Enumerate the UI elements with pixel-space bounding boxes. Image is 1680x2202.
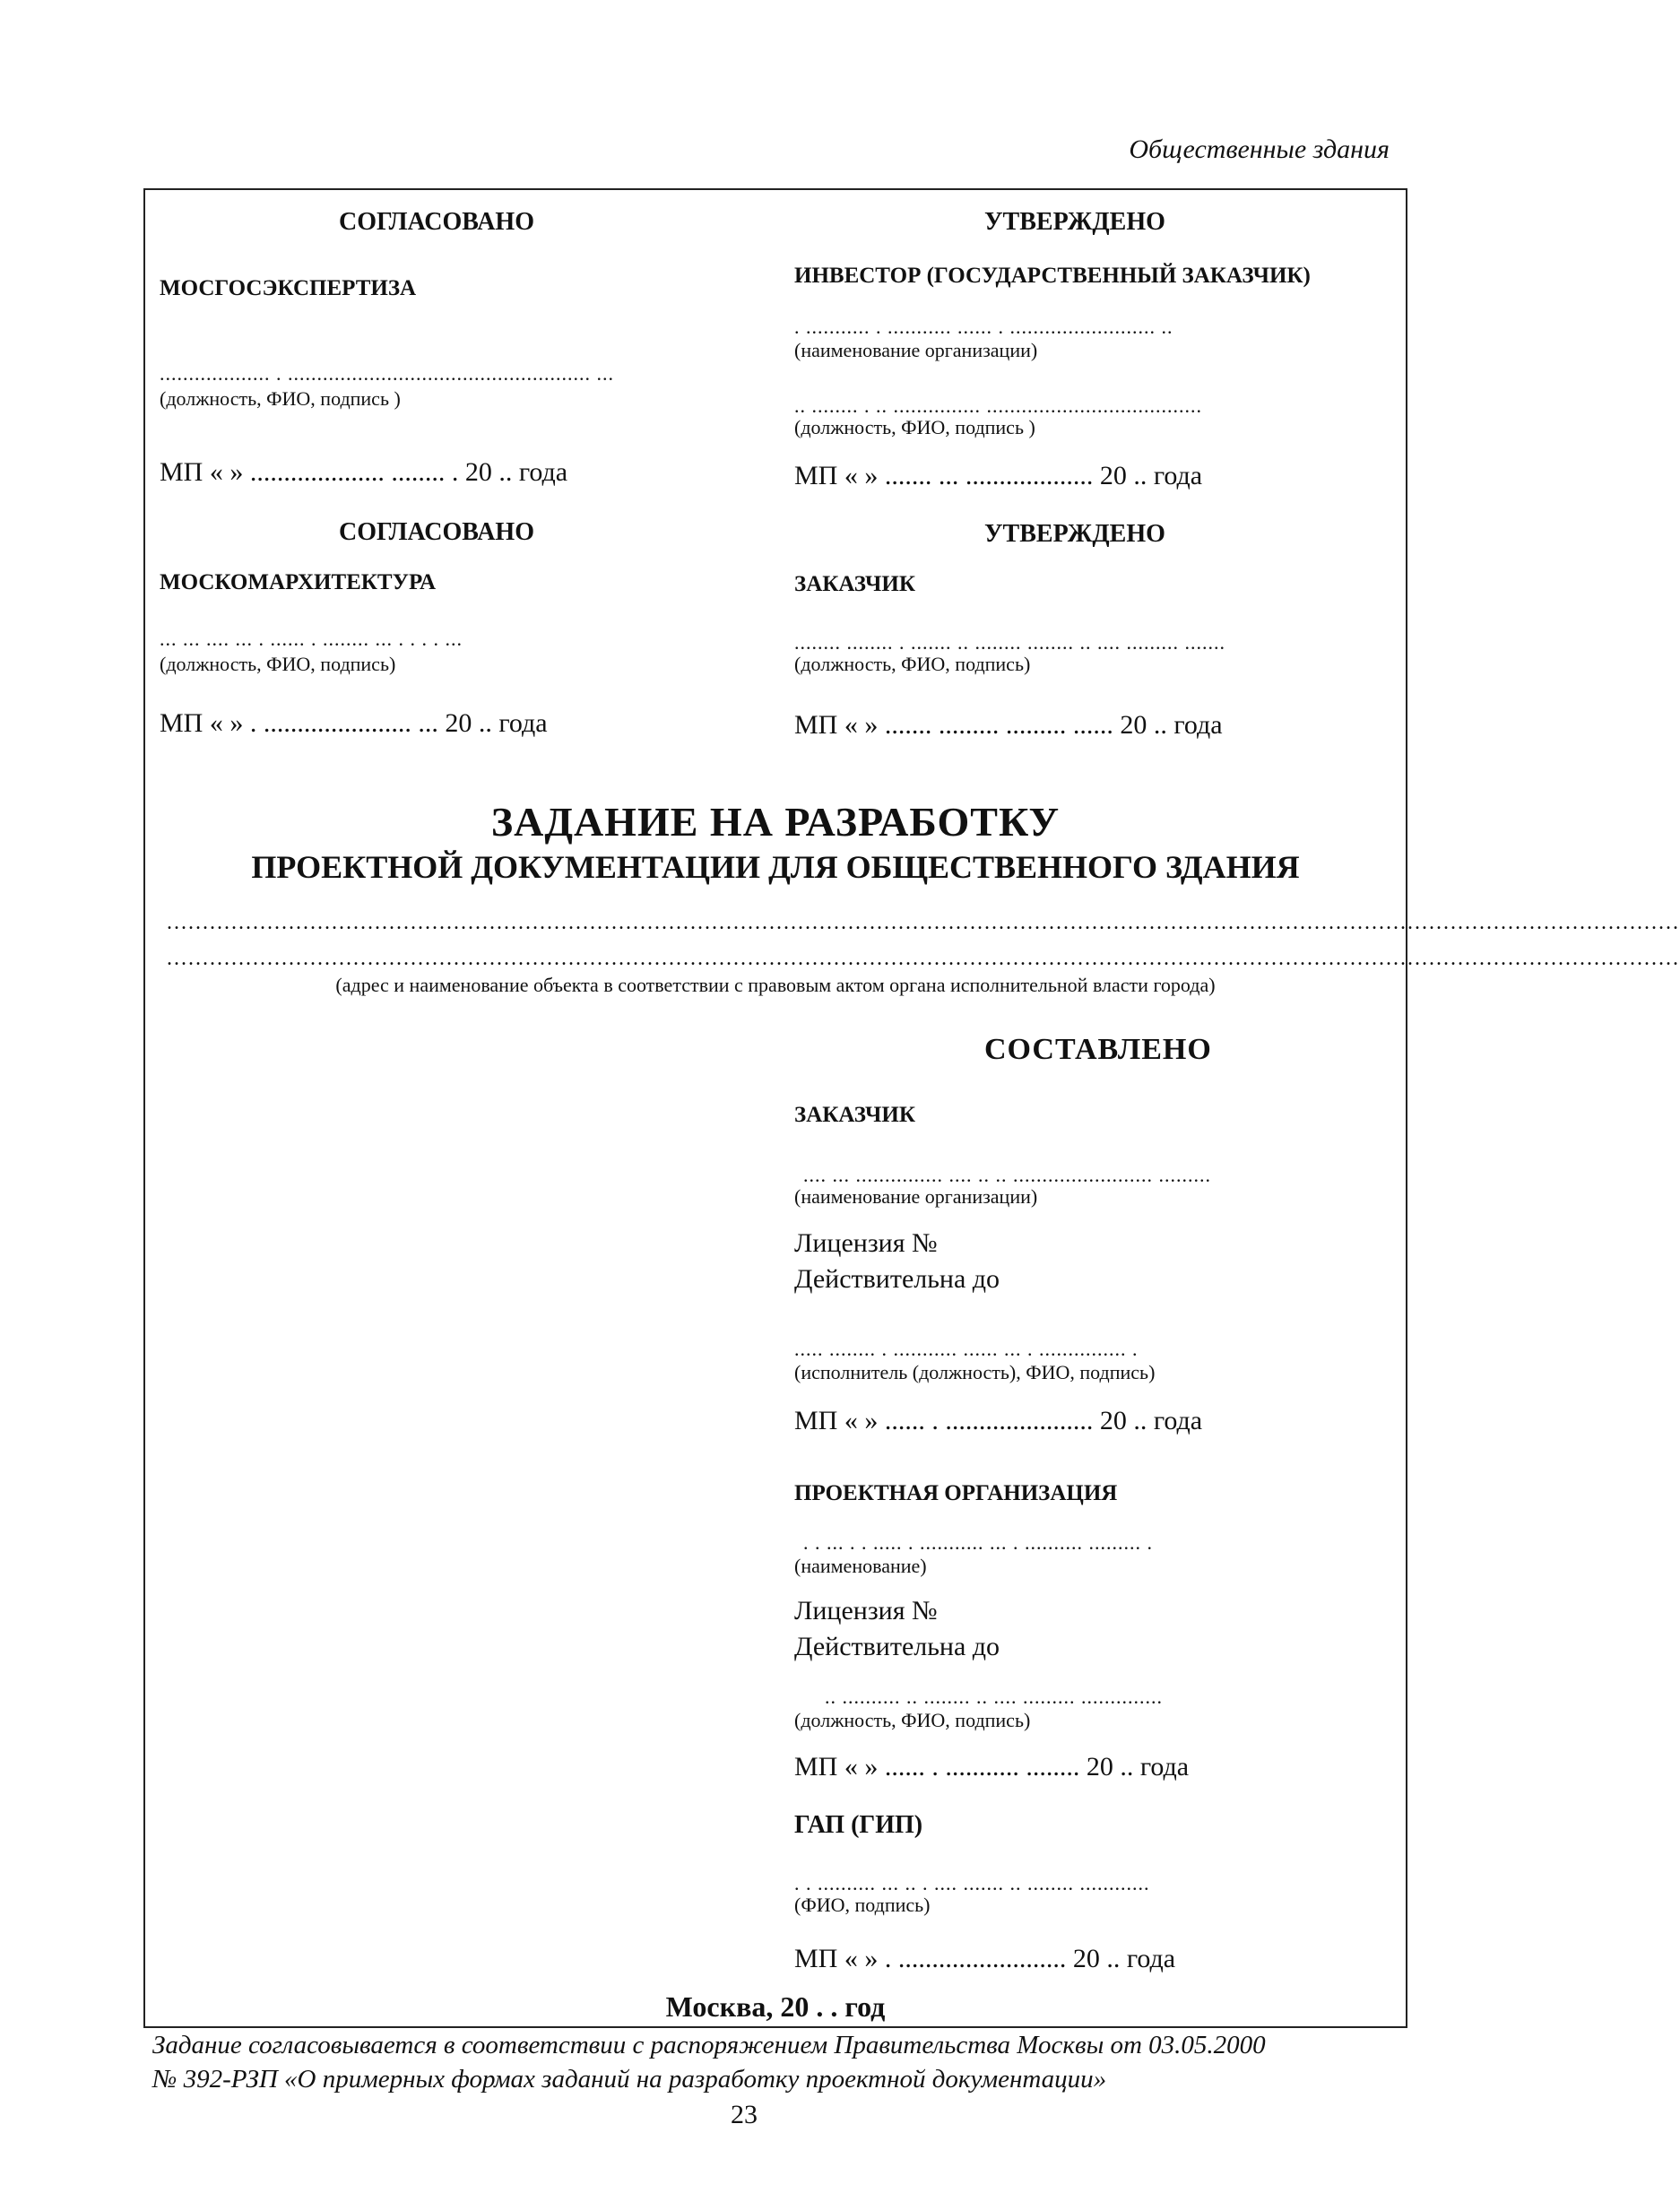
org-hint: (наименование организации) (794, 1185, 1038, 1208)
signature-dots: . . .......... ... .. . .... ....... .. ........ ............ (794, 1872, 1150, 1894)
approved-heading-moskomarkhitektura: СОГЛАСОВАНО (339, 518, 534, 546)
signature-hint: (должность, ФИО, подпись) (160, 653, 396, 675)
signature-hint: (должность, ФИО, подпись) (794, 653, 1031, 675)
org-investor: ИНВЕСТОР (ГОСУДАРСТВЕННЫЙ ЗАКАЗЧИК) (794, 264, 1311, 288)
stamp-date-line: МП « » . ...................... ... 20 .. года (160, 708, 548, 738)
footer-note (152, 2028, 1416, 2096)
org-customer-composed: ЗАКАЗЧИК (794, 1103, 915, 1127)
approved-heading-customer: УТВЕРЖДЕНО (984, 520, 1165, 548)
valid-until-label: Действительна до (794, 1264, 1000, 1294)
org-gap: ГАП (ГИП) (794, 1811, 923, 1839)
stamp-date-line: МП « » ...... . ........... ........ 20 .. года (794, 1752, 1190, 1782)
stamp-date-line: МП « » . ......................... 20 .. года (794, 1944, 1176, 1973)
running-header: Общественные здания (1129, 134, 1390, 164)
footer-note-line-1: Задание согласовывается в соответствии с распоряжением Правительства Москвы от 03.05.2000 (152, 2031, 1266, 2059)
city-year: Москва, 20 . . год (665, 1990, 886, 2023)
org-hint: (наименование) (794, 1555, 927, 1577)
signature-hint: (ФИО, подпись) (794, 1894, 931, 1916)
composed-heading: СОСТАВЛЕНО (984, 1033, 1212, 1066)
org-dots: .... ... ............... .... .. .. ........................ ......... (803, 1164, 1211, 1186)
signature-hint: (должность, ФИО, подпись ) (160, 387, 401, 410)
address-line-2: ................................................................................................................................................................................................................... (167, 947, 1680, 970)
document-title: ЗАДАНИЕ НА РАЗРАБОТКУ (490, 799, 1061, 845)
signature-dots: ........ ........ . ....... .. ........ ........ .. .... ......... ....... (794, 631, 1225, 654)
signature-hint: (исполнитель (должность), ФИО, подпись) (794, 1361, 1156, 1383)
footer-note-line-2: № 392-РЗП «О примерных формах заданий на разработку проектной документации» (152, 2065, 1107, 2094)
valid-until-label: Действительна до (794, 1632, 1000, 1661)
org-customer: ЗАКАЗЧИК (794, 572, 915, 596)
org-design: ПРОЕКТНАЯ ОРГАНИЗАЦИЯ (794, 1481, 1118, 1505)
page-number: 23 (731, 2100, 758, 2129)
address-hint: (адрес и наименование объекта в соответствии с правовым актом органа исполнительной власти города) (335, 974, 1216, 996)
org-hint: (наименование организации) (794, 339, 1038, 361)
stamp-date-line: МП « » ...... . ...................... 20 .. года (794, 1406, 1203, 1435)
signature-dots: .. .......... .. ........ .. .... ......... .............. (825, 1686, 1163, 1708)
stamp-date-line: МП « » .................... ........ . 20 .. года (160, 457, 568, 487)
approved-heading-investor: УТВЕРЖДЕНО (984, 208, 1165, 236)
signature-hint: (должность, ФИО, подпись ) (794, 416, 1035, 438)
signature-dots: .. ........ . .. ............... ..................................... (794, 394, 1202, 417)
signature-hint: (должность, ФИО, подпись) (794, 1709, 1031, 1731)
org-dots: . . ... . . ..... . ........... ... . .......... ......... . (803, 1531, 1153, 1554)
address-line-1: ................................................................................................................................................................................................................... (167, 911, 1680, 934)
stamp-date-line: МП « » ....... ......... ......... ...... 20 .. года (794, 710, 1223, 740)
org-moskomarkhitektura: МОСКОМАРХИТЕКТУРА (160, 570, 437, 594)
signature-dots: ... ... .... ... . ...... . ........ ... . . . . ... (160, 628, 463, 650)
document-subtitle: ПРОЕКТНОЙ ДОКУМЕНТАЦИИ ДЛЯ ОБЩЕСТВЕННОГО ЗДАНИЯ (251, 849, 1300, 885)
license-label: Лицензия № (794, 1596, 938, 1625)
signature-dots: ................... . .................................................... ... (160, 362, 614, 385)
license-label: Лицензия № (794, 1228, 938, 1258)
signature-dots: ..... ........ . ........... ...... ... . ............... . (794, 1338, 1139, 1360)
org-dots: . ........... . ........... ...... . ......................... .. (794, 316, 1173, 338)
org-mosgosexpertiza: МОСГОСЭКСПЕРТИЗА (160, 276, 417, 300)
stamp-date-line: МП « » ....... ... ................... 20 .. года (794, 461, 1203, 490)
approved-heading-mosgosexpertiza: СОГЛАСОВАНО (339, 208, 534, 236)
